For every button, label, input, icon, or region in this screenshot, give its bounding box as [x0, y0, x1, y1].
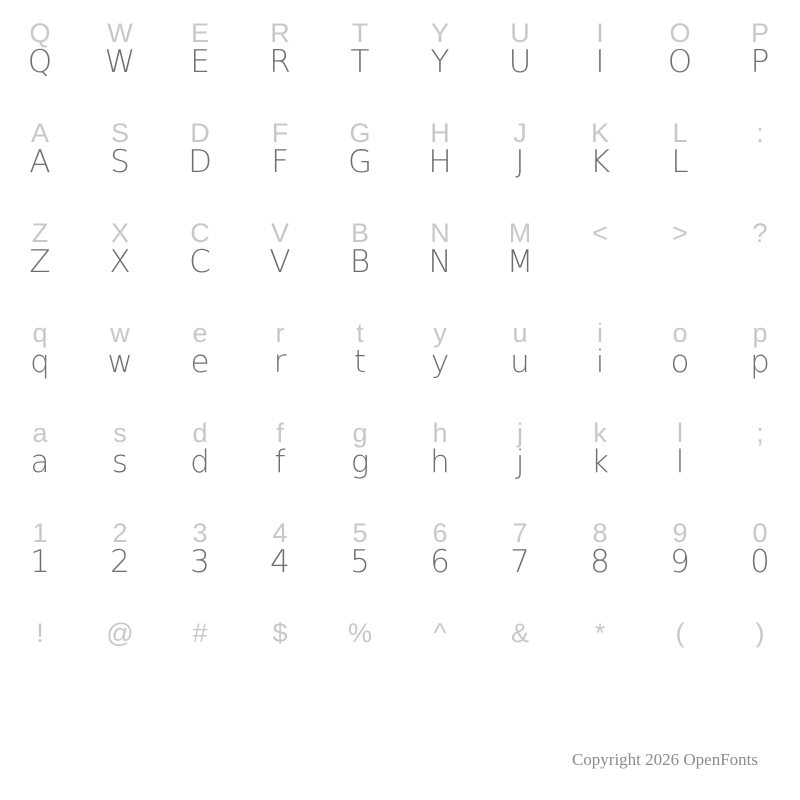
reference-glyph: 7 — [512, 518, 528, 548]
reference-glyph: K — [590, 118, 609, 148]
reference-glyph: 0 — [752, 518, 768, 548]
reference-glyph: B — [350, 218, 369, 248]
reference-glyph-row — [0, 300, 800, 347]
sample-glyph: 1 — [30, 544, 50, 580]
reference-glyph: o — [672, 318, 688, 348]
sample-glyph: H — [428, 144, 452, 180]
sample-glyph: 0 — [750, 544, 770, 580]
glyph-row-pair — [0, 300, 800, 400]
reference-glyph: Q — [29, 18, 51, 48]
reference-glyph: t — [356, 318, 364, 348]
reference-glyph: p — [752, 318, 768, 348]
sample-glyph-row — [0, 144, 800, 200]
sample-glyph: R — [269, 44, 291, 80]
reference-glyph: w — [110, 318, 130, 348]
sample-glyph: 4 — [270, 544, 290, 580]
sample-glyph: s — [111, 444, 129, 480]
glyph-row-pair — [0, 0, 800, 100]
sample-glyph: 5 — [350, 544, 370, 580]
sample-glyph: A — [29, 144, 51, 180]
sample-glyph: h — [430, 444, 450, 480]
sample-glyph: g — [350, 444, 370, 480]
glyph-row-pair — [0, 100, 800, 200]
reference-glyph: $ — [272, 618, 288, 648]
sample-glyph: 2 — [110, 544, 130, 580]
sample-glyph-row — [0, 647, 800, 700]
sample-glyph: L — [671, 144, 689, 180]
sample-glyph: w — [107, 344, 133, 380]
reference-glyph: L — [672, 118, 688, 148]
sample-glyph-row — [0, 544, 800, 600]
reference-glyph: e — [192, 318, 208, 348]
reference-glyph: E — [190, 18, 209, 48]
sample-glyph: Q — [27, 44, 53, 80]
reference-glyph: & — [510, 618, 529, 648]
reference-glyph: ; — [756, 418, 764, 448]
sample-glyph: u — [510, 344, 530, 380]
reference-glyph: I — [596, 18, 604, 48]
sample-glyph: T — [350, 44, 370, 80]
reference-glyph: U — [510, 18, 530, 48]
sample-glyph: O — [667, 44, 693, 80]
reference-glyph: 8 — [592, 518, 608, 548]
reference-glyph: S — [110, 118, 129, 148]
sample-glyph: K — [589, 144, 611, 180]
sample-glyph: I — [595, 44, 605, 80]
reference-glyph: V — [270, 218, 289, 248]
sample-glyph: E — [190, 44, 210, 80]
reference-glyph-row — [0, 100, 800, 147]
sample-glyph: o — [670, 344, 690, 380]
reference-glyph: 5 — [352, 518, 368, 548]
reference-glyph: ^ — [433, 618, 447, 648]
sample-glyph: f — [274, 444, 286, 480]
reference-glyph: % — [347, 618, 372, 648]
reference-glyph: W — [107, 18, 133, 48]
sample-glyph: e — [190, 344, 210, 380]
reference-glyph: * — [594, 618, 606, 648]
sample-glyph-row — [0, 444, 800, 500]
sample-glyph: q — [30, 344, 50, 380]
reference-glyph: > — [672, 218, 688, 248]
reference-glyph: ? — [752, 218, 768, 248]
reference-glyph: : — [756, 118, 764, 148]
reference-glyph: q — [32, 318, 48, 348]
sample-glyph: S — [110, 144, 130, 180]
glyph-row-pair — [0, 500, 800, 600]
reference-glyph: 4 — [272, 518, 288, 548]
sample-glyph: P — [750, 44, 770, 80]
reference-glyph-row — [0, 500, 800, 547]
sample-glyph: j — [515, 444, 525, 480]
reference-glyph: 1 — [32, 518, 48, 548]
sample-glyph: M — [506, 244, 534, 280]
sample-glyph: F — [271, 144, 289, 180]
reference-glyph: f — [276, 418, 284, 448]
reference-glyph: 9 — [672, 518, 688, 548]
reference-glyph: T — [351, 18, 369, 48]
sample-glyph: B — [349, 244, 371, 280]
sample-glyph: 3 — [190, 544, 210, 580]
reference-glyph-row — [0, 0, 800, 47]
glyph-row-pair — [0, 400, 800, 500]
reference-glyph: 2 — [112, 518, 128, 548]
sample-glyph: 9 — [670, 544, 690, 580]
glyph-row-pair — [0, 200, 800, 300]
reference-glyph: C — [190, 218, 210, 248]
sample-glyph: V — [269, 244, 291, 280]
reference-glyph: ! — [36, 618, 44, 648]
sample-glyph: t — [353, 344, 367, 380]
reference-glyph: Y — [430, 18, 449, 48]
reference-glyph: g — [352, 418, 368, 448]
sample-glyph: y — [430, 344, 450, 380]
sample-glyph: Z — [29, 244, 51, 280]
reference-glyph: < — [592, 218, 608, 248]
reference-glyph: 6 — [432, 518, 448, 548]
reference-glyph: G — [349, 118, 371, 148]
sample-glyph: Y — [430, 44, 450, 80]
reference-glyph: a — [32, 418, 48, 448]
reference-glyph: i — [597, 318, 603, 348]
sample-glyph: l — [675, 444, 685, 480]
reference-glyph: u — [512, 318, 528, 348]
sample-glyph: 7 — [510, 544, 530, 580]
sample-glyph: U — [508, 44, 532, 80]
reference-glyph: @ — [106, 618, 134, 648]
reference-glyph: d — [192, 418, 208, 448]
sample-glyph: 6 — [430, 544, 450, 580]
sample-glyph: a — [30, 444, 50, 480]
reference-glyph: A — [30, 118, 49, 148]
reference-glyph: k — [593, 418, 607, 448]
reference-glyph: ) — [755, 618, 765, 648]
sample-glyph-row — [0, 244, 800, 300]
sample-glyph: J — [515, 144, 525, 180]
sample-glyph-row — [0, 44, 800, 100]
sample-glyph: C — [189, 244, 211, 280]
reference-glyph: r — [275, 318, 285, 348]
reference-glyph: l — [677, 418, 683, 448]
reference-glyph: 3 — [192, 518, 208, 548]
copyright-notice: Copyright 2026 OpenFonts — [571, 750, 758, 769]
sample-glyph: k — [591, 444, 609, 480]
reference-glyph: H — [430, 118, 450, 148]
sample-glyph: d — [190, 444, 210, 480]
reference-glyph: J — [513, 118, 527, 148]
reference-glyph-row — [0, 400, 800, 447]
reference-glyph-row — [0, 600, 800, 647]
sample-glyph: 8 — [590, 544, 610, 580]
reference-glyph: # — [192, 618, 208, 648]
reference-glyph: D — [190, 118, 210, 148]
reference-glyph: F — [271, 118, 289, 148]
sample-glyph: p — [750, 344, 770, 380]
reference-glyph: R — [270, 18, 290, 48]
reference-glyph: h — [432, 418, 448, 448]
sample-glyph: G — [347, 144, 373, 180]
reference-glyph: s — [113, 418, 127, 448]
reference-glyph-row — [0, 200, 800, 247]
reference-glyph: j — [517, 418, 523, 448]
reference-glyph: N — [430, 218, 450, 248]
reference-glyph: ( — [675, 618, 685, 648]
sample-glyph: W — [104, 44, 136, 80]
reference-glyph: M — [508, 218, 532, 248]
sample-glyph: D — [188, 144, 212, 180]
sample-glyph: i — [595, 344, 605, 380]
sample-glyph: N — [428, 244, 452, 280]
sample-glyph: r — [273, 344, 287, 380]
reference-glyph: Z — [31, 218, 49, 248]
glyph-row-pair — [0, 600, 800, 700]
reference-glyph: y — [433, 318, 447, 348]
sample-glyph: X — [109, 244, 131, 280]
reference-glyph: X — [110, 218, 129, 248]
reference-glyph: P — [750, 18, 769, 48]
sample-glyph-row — [0, 344, 800, 400]
reference-glyph: O — [669, 18, 691, 48]
